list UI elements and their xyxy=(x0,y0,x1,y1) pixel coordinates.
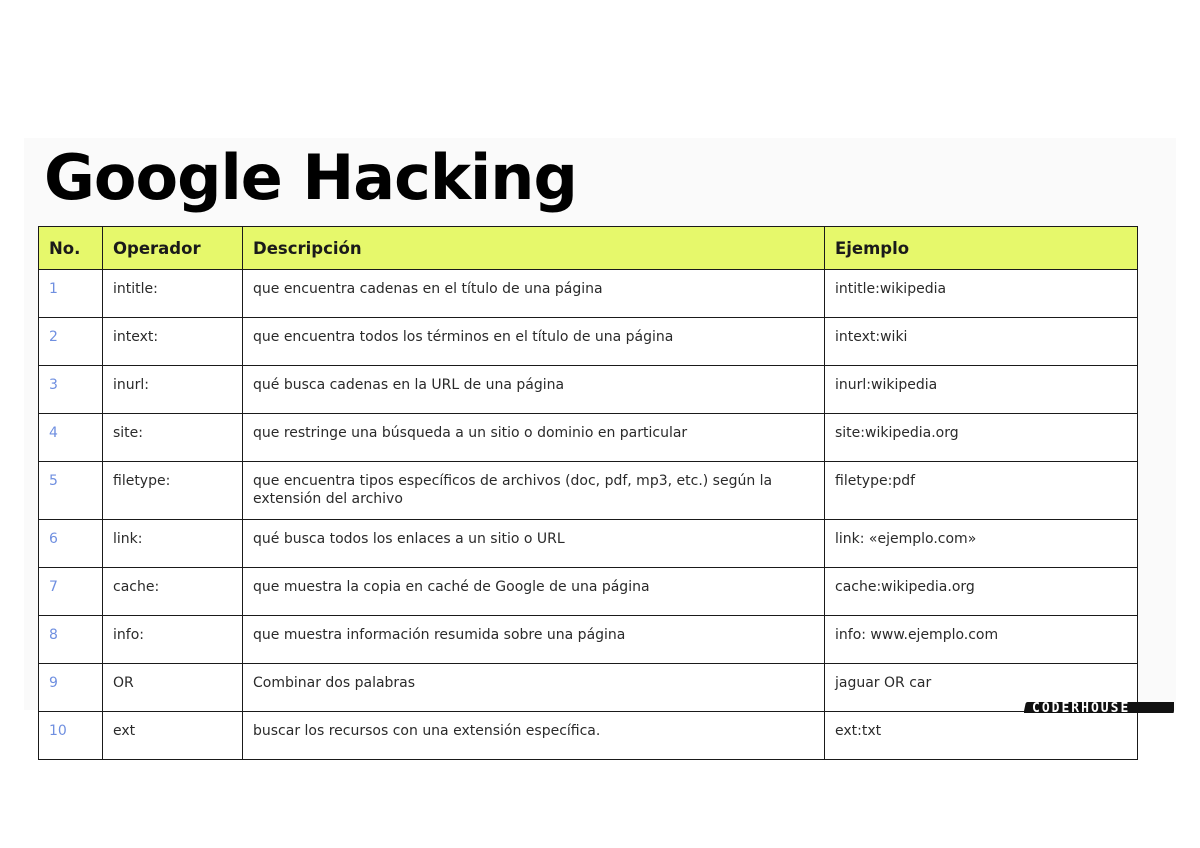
row-number: 10 xyxy=(39,712,103,760)
row-example: cache:wikipedia.org xyxy=(825,568,1138,616)
row-operator: filetype: xyxy=(103,462,243,520)
row-number: 9 xyxy=(39,664,103,712)
row-number: 1 xyxy=(39,270,103,318)
row-description: que encuentra cadenas en el título de una página xyxy=(243,270,825,318)
row-description: que restringe una búsqueda a un sitio o dominio en particular xyxy=(243,414,825,462)
row-operator: cache: xyxy=(103,568,243,616)
table-row xyxy=(39,664,1138,712)
row-example: jaguar OR car xyxy=(825,664,1138,712)
logo-text: CODERHOUSE xyxy=(1032,701,1131,713)
operators-table xyxy=(38,226,1138,760)
table-row xyxy=(39,616,1138,664)
row-number: 6 xyxy=(39,520,103,568)
row-operator: link: xyxy=(103,520,243,568)
row-description: Combinar dos palabras xyxy=(243,664,825,712)
header-operator: Operador xyxy=(103,227,243,270)
row-description: qué busca cadenas en la URL de una página xyxy=(243,366,825,414)
table-row xyxy=(39,568,1138,616)
row-operator: intext: xyxy=(103,318,243,366)
table-row xyxy=(39,270,1138,318)
row-number: 8 xyxy=(39,616,103,664)
row-description: qué busca todos los enlaces a un sitio o URL xyxy=(243,520,825,568)
row-description: que muestra información resumida sobre una página xyxy=(243,616,825,664)
header-no: No. xyxy=(39,227,103,270)
table-row xyxy=(39,712,1138,760)
table-header-row xyxy=(39,227,1138,270)
row-number: 3 xyxy=(39,366,103,414)
table-row xyxy=(39,366,1138,414)
row-example: ext:txt xyxy=(825,712,1138,760)
row-number: 7 xyxy=(39,568,103,616)
row-number: 4 xyxy=(39,414,103,462)
coderhouse-logo xyxy=(1024,699,1174,713)
row-description: que encuentra todos los términos en el título de una página xyxy=(243,318,825,366)
table-row xyxy=(39,318,1138,366)
row-operator: info: xyxy=(103,616,243,664)
row-description: que muestra la copia en caché de Google de una página xyxy=(243,568,825,616)
row-example: link: «ejemplo.com» xyxy=(825,520,1138,568)
row-operator: ext xyxy=(103,712,243,760)
row-example: filetype:pdf xyxy=(825,462,1138,520)
row-operator: OR xyxy=(103,664,243,712)
page-title: Google Hacking xyxy=(44,141,577,214)
row-operator: inurl: xyxy=(103,366,243,414)
row-example: intext:wiki xyxy=(825,318,1138,366)
table-row xyxy=(39,414,1138,462)
row-description: que encuentra tipos específicos de archivos (doc, pdf, mp3, etc.) según la extensión del archivo xyxy=(243,462,825,520)
header-example: Ejemplo xyxy=(825,227,1138,270)
row-example: site:wikipedia.org xyxy=(825,414,1138,462)
row-description: buscar los recursos con una extensión específica. xyxy=(243,712,825,760)
row-number: 5 xyxy=(39,462,103,520)
table-row xyxy=(39,462,1138,520)
table-row xyxy=(39,520,1138,568)
row-example: info: www.ejemplo.com xyxy=(825,616,1138,664)
row-operator: intitle: xyxy=(103,270,243,318)
row-example: intitle:wikipedia xyxy=(825,270,1138,318)
header-description: Descripción xyxy=(243,227,825,270)
row-operator: site: xyxy=(103,414,243,462)
row-number: 2 xyxy=(39,318,103,366)
row-example: inurl:wikipedia xyxy=(825,366,1138,414)
